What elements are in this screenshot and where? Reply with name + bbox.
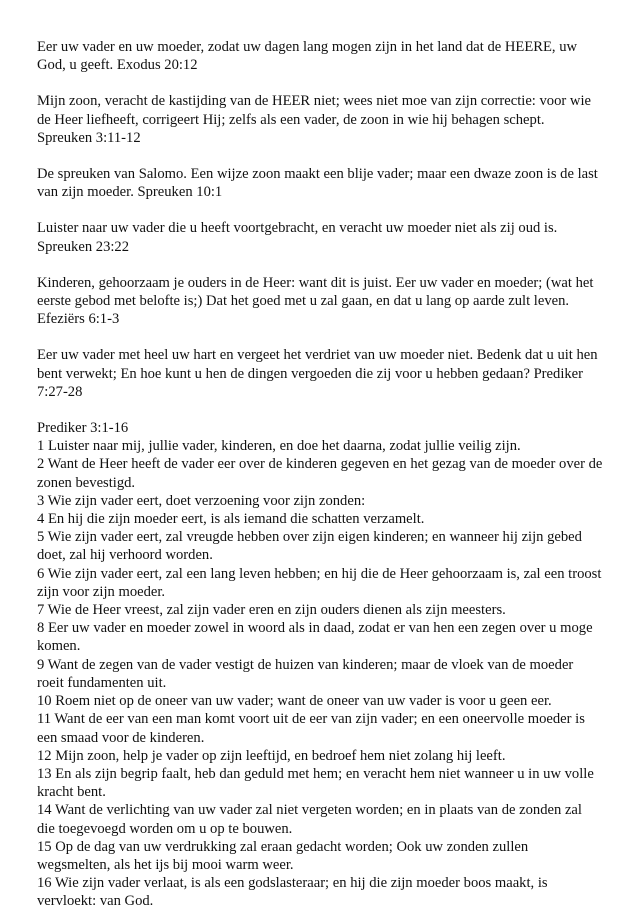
verse-line: 8 Eer uw vader en moeder zowel in woord als in daad, zodat er van hen een zegen over u moge komen. <box>37 620 593 655</box>
verse-line: 10 Roem niet op de oneer van uw vader; want de oneer van uw vader is voor u geen eer. <box>37 693 552 710</box>
paragraph-efeziers: Kinderen, gehoorzaam je ouders in de Heer: want dit is juist. Eer uw vader en moeder; (wat het eerste gebod met belofte is;) Dat het goed met u zal gaan, en dat u lang op aarde zult leven. Efeziërs 6:1-3 <box>37 274 594 328</box>
verse-line: 16 Wie zijn vader verlaat, is als een godslasteraar; en hij die zijn moeder boos maakt, is vervloekt: van God. <box>37 875 548 910</box>
paragraph-spreuken-3: Mijn zoon, veracht de kastijding van de HEER niet; wees niet moe van zijn correctie: voor wie de Heer liefheeft, corrigeert Hij; zelfs als een vader, de zoon in wie hij behagen schept. Spreuken 3:11-12 <box>37 93 591 146</box>
verse-line: 1 Luister naar mij, jullie vader, kinderen, en doe het daarna, zodat jullie veilig zijn. <box>37 438 521 455</box>
verse-line: 14 Want de verlichting van uw vader zal niet vergeten worden; en in plaats van de zonden zal die toegevoegd worden om u op te bouwen. <box>37 802 582 837</box>
verse-line: 6 Wie zijn vader eert, zal een lang leven hebben; en hij die de Heer gehoorzaam is, zal een troost zijn voor zijn moeder. <box>37 565 602 600</box>
verse-line: 2 Want de Heer heeft de vader eer over de kinderen gegeven en het gezag van de moeder over de zonen bevestigd. <box>37 456 603 491</box>
verse-line: 3 Wie zijn vader eert, doet verzoening voor zijn zonden: <box>37 492 366 509</box>
passage-prediker-3 <box>37 419 603 910</box>
passage-heading: Prediker 3:1-16 <box>37 420 129 437</box>
verse-line: 13 En als zijn begrip faalt, heb dan geduld met hem; en veracht hem niet wanneer u in uw volle kracht bent. <box>37 765 594 801</box>
verse-line: 15 Op de dag van uw verdrukking zal eraan gedacht worden; Ook uw zonden zullen wegsmelten, als het ijs bij mooi warm weer. <box>37 838 529 873</box>
paragraph-spreuken-23: Luister naar uw vader die u heeft voortgebracht, en veracht uw moeder niet als zij oud is. Spreuken 23:22 <box>37 220 558 255</box>
verse-line: 5 Wie zijn vader eert, zal vreugde hebben over zijn eigen kinderen; en wanneer hij zijn gebed doet, zal hij verhoord worden. <box>37 529 582 564</box>
verse-line: 7 Wie de Heer vreest, zal zijn vader eren en zijn ouders dienen als zijn meesters. <box>37 602 506 619</box>
verse-line: 4 En hij die zijn moeder eert, is als iemand die schatten verzamelt. <box>37 511 425 528</box>
paragraph-prediker-7: Eer uw vader met heel uw hart en vergeet het verdriet van uw moeder niet. Bedenk dat u uit hen bent verwekt; En hoe kunt u hen de dingen vergoeden die zij voor u hebben gedaan? Prediker 7:27-28 <box>37 347 598 400</box>
paragraph-exodus: Eer uw vader en uw moeder, zodat uw dagen lang mogen zijn in het land dat de HEERE, uw God, u geeft. Exodus 20:12 <box>37 39 578 74</box>
paragraph-spreuken-10: De spreuken van Salomo. Een wijze zoon maakt een blije vader; maar een dwaze zoon is de last van zijn moeder. Spreuken 10:1 <box>37 166 598 201</box>
verse-line: 12 Mijn zoon, help je vader op zijn leeftijd, en bedroef hem niet zolang hij leeft. <box>37 747 506 764</box>
verse-line: 9 Want de zegen van de vader vestigt de huizen van kinderen; maar de vloek van de moeder roeit fundamenten uit. <box>37 656 574 691</box>
document-page <box>37 38 603 911</box>
verse-line: 11 Want de eer van een man komt voort uit de eer van zijn vader; en een oneervolle moeder is een smaad voor de kinderen. <box>37 711 585 746</box>
